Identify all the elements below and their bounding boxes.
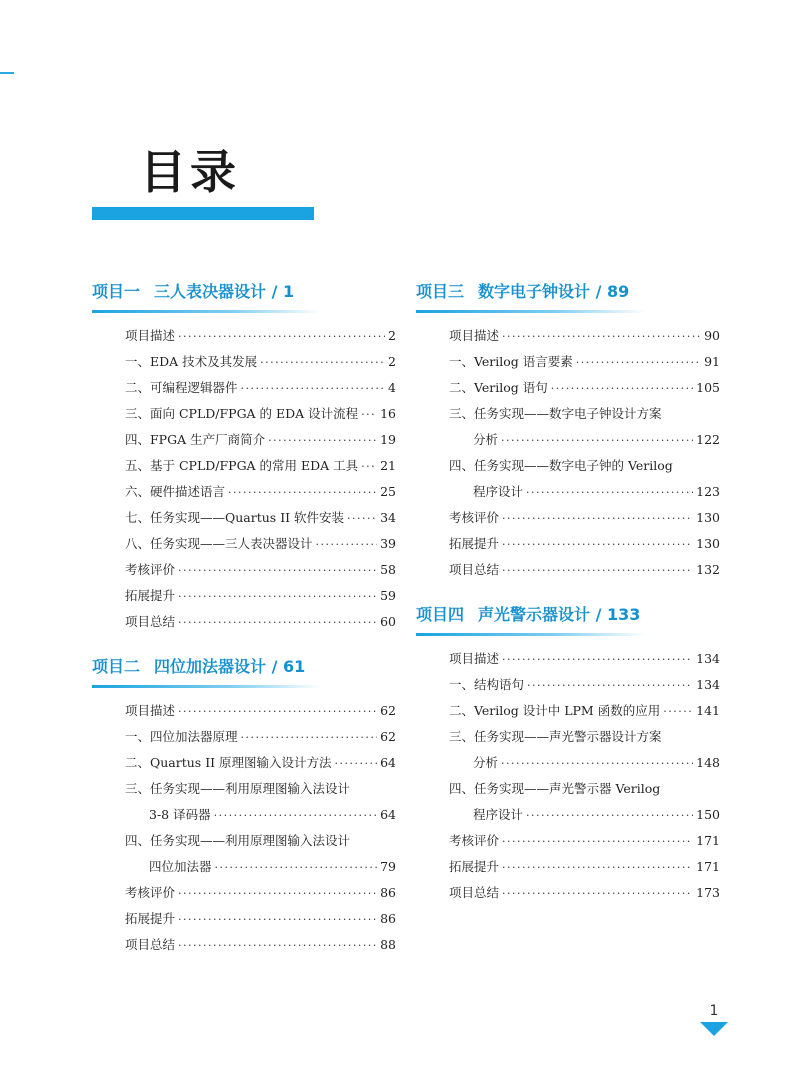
page-title: 目录: [140, 145, 240, 199]
toc-entry: [416, 776, 720, 802]
toc-page-number: 58: [380, 562, 396, 577]
dot-leader: [268, 428, 377, 454]
toc-entry-text: 四、任务实现——利用原理图输入法设计: [125, 833, 351, 848]
toc-entry-text: 项目总结: [125, 937, 176, 952]
toc-page-number: 79: [380, 859, 396, 874]
toc-entry: [92, 828, 396, 854]
dot-leader: [178, 699, 377, 725]
dot-leader: [501, 751, 693, 777]
toc-entry-text: 四、任务实现——数字电子钟的 Verilog: [449, 458, 673, 473]
dot-leader: [178, 610, 377, 636]
toc-entry[interactable]: [416, 557, 720, 583]
toc-list: [416, 646, 720, 906]
toc-page-number: 122: [696, 432, 720, 447]
dot-leader: [178, 584, 377, 610]
project-title: 四位加法器设计 / 61: [154, 657, 306, 676]
toc-entry[interactable]: [416, 505, 720, 531]
dot-leader: [215, 855, 378, 881]
project-heading[interactable]: [92, 280, 396, 310]
toc-entry[interactable]: [416, 531, 720, 557]
toc-entry[interactable]: [416, 672, 720, 698]
toc-entry[interactable]: [416, 375, 720, 401]
toc-page-number: 141: [696, 703, 720, 718]
toc-entry-text: 考核评价: [449, 510, 500, 525]
toc-page-number: 2: [388, 354, 396, 369]
toc-entry-text: 三、任务实现——声光警示器设计方案: [449, 729, 662, 744]
toc-entry-text: 三、任务实现——数字电子钟设计方案: [449, 406, 662, 421]
project-number: 项目四: [416, 605, 465, 624]
toc-page-number: 34: [380, 510, 396, 525]
toc-entry[interactable]: [92, 724, 396, 750]
project-heading[interactable]: [416, 603, 720, 633]
toc-page-number: 88: [380, 937, 396, 952]
toc-page-number: 90: [704, 328, 720, 343]
toc-column-left: [92, 280, 396, 978]
toc-entry-text: 七、任务实现——Quartus II 软件安装: [125, 510, 345, 525]
toc-page-number: 130: [696, 536, 720, 551]
toc-page-number: 2: [388, 328, 396, 343]
toc-page-number: 148: [696, 755, 720, 770]
toc-page-number: 64: [380, 807, 396, 822]
toc-entry[interactable]: [92, 698, 396, 724]
dot-leader: [178, 933, 377, 959]
toc-page-number: 134: [696, 677, 720, 692]
toc-entry-text: 分析: [473, 432, 499, 447]
project-section: [416, 280, 720, 583]
corner-mark: [0, 72, 14, 74]
toc-entry-text: 拓展提升: [125, 911, 176, 926]
toc-page-number: 132: [696, 562, 720, 577]
toc-entry[interactable]: [92, 802, 396, 828]
toc-entry-text: 考核评价: [449, 833, 500, 848]
toc-page-number: 59: [380, 588, 396, 603]
toc-entry[interactable]: [416, 750, 720, 776]
toc-page-number: 86: [380, 911, 396, 926]
toc-page-number: 171: [696, 859, 720, 874]
dot-leader: [178, 324, 385, 350]
toc-column-right: [416, 280, 720, 926]
toc-entry[interactable]: [92, 401, 396, 427]
dot-leader: [551, 376, 693, 402]
toc-page-number: 4: [388, 380, 396, 395]
toc-entry-text: 项目描述: [125, 703, 176, 718]
page-arrow-icon: [700, 1022, 728, 1036]
project-number: 项目三: [416, 282, 465, 301]
toc-page-number: 62: [380, 703, 396, 718]
toc-entry-text: 八、任务实现——三人表决器设计: [125, 536, 313, 551]
dot-leader: [502, 881, 693, 907]
project-heading[interactable]: [92, 655, 396, 685]
dot-leader: [527, 673, 693, 699]
dot-leader: [335, 751, 378, 777]
project-section: [416, 603, 720, 906]
toc-entry-text: 二、Verilog 语句: [449, 380, 548, 395]
project-number: 项目二: [92, 657, 141, 676]
toc-entry-text: 一、四位加法器原理: [125, 729, 238, 744]
project-heading-underline: [92, 310, 322, 313]
toc-entry-text: 3-8 译码器: [149, 807, 211, 822]
toc-entry-text: 程序设计: [473, 807, 524, 822]
toc-page-number: 64: [380, 755, 396, 770]
toc-entry[interactable]: [416, 828, 720, 854]
toc-entry: [416, 453, 720, 479]
dot-leader: [241, 376, 386, 402]
project-title: 三人表决器设计 / 1: [154, 282, 295, 301]
toc-page-number: 86: [380, 885, 396, 900]
toc-page-number: 130: [696, 510, 720, 525]
toc-entry: [416, 724, 720, 750]
page-number: 1: [709, 1003, 719, 1019]
toc-entry[interactable]: [416, 427, 720, 453]
toc-entry-text: 拓展提升: [125, 588, 176, 603]
toc-entry-text: 分析: [473, 755, 499, 770]
toc-entry[interactable]: [92, 323, 396, 349]
toc-entry[interactable]: [416, 880, 720, 906]
toc-entry-text: 一、Verilog 语言要素: [449, 354, 573, 369]
toc-entry[interactable]: [92, 531, 396, 557]
dot-leader: [316, 532, 378, 558]
toc-entry[interactable]: [416, 323, 720, 349]
dot-leader: [361, 402, 377, 428]
toc-entry-text: 一、结构语句: [449, 677, 525, 692]
toc-entry-text: 项目总结: [449, 885, 500, 900]
title-accent-bar: [92, 207, 314, 220]
dot-leader: [502, 558, 693, 584]
toc-entry-text: 项目描述: [125, 328, 176, 343]
project-heading[interactable]: [416, 280, 720, 310]
project-section: [92, 280, 396, 635]
toc-page-number: 123: [696, 484, 720, 499]
toc-page-number: 173: [696, 885, 720, 900]
toc-entry[interactable]: [416, 698, 720, 724]
toc-entry[interactable]: [92, 880, 396, 906]
toc-entry-text: 五、基于 CPLD/FPGA 的常用 EDA 工具: [125, 458, 359, 473]
toc-entry[interactable]: [92, 854, 396, 880]
toc-page-number: 16: [380, 406, 396, 421]
toc-entry-text: 项目描述: [449, 651, 500, 666]
toc-entry-text: 三、面向 CPLD/FPGA 的 EDA 设计流程: [125, 406, 359, 421]
toc-entry-text: 四位加法器: [149, 859, 212, 874]
toc-entry[interactable]: [92, 932, 396, 958]
toc-entry: [92, 776, 396, 802]
dot-leader: [501, 428, 693, 454]
toc-entry-text: 拓展提升: [449, 536, 500, 551]
dot-leader: [576, 350, 701, 376]
dot-leader: [502, 532, 693, 558]
toc-entry-text: 拓展提升: [449, 859, 500, 874]
toc-entry[interactable]: [92, 427, 396, 453]
toc-entry[interactable]: [92, 349, 396, 375]
toc-entry[interactable]: [416, 349, 720, 375]
dot-leader: [526, 803, 693, 829]
toc-list: [92, 323, 396, 635]
toc-entry-text: 考核评价: [125, 885, 176, 900]
dot-leader: [663, 699, 693, 725]
toc-list: [416, 323, 720, 583]
dot-leader: [502, 506, 693, 532]
toc-entry-text: 六、硬件描述语言: [125, 484, 226, 499]
toc-page-number: 62: [380, 729, 396, 744]
toc-page-number: 25: [380, 484, 396, 499]
toc-entry-text: 程序设计: [473, 484, 524, 499]
dot-leader: [502, 324, 701, 350]
project-heading-underline: [416, 633, 646, 636]
toc-entry[interactable]: [92, 609, 396, 635]
toc-entry[interactable]: [92, 479, 396, 505]
toc-page-number: 134: [696, 651, 720, 666]
toc-entry[interactable]: [416, 854, 720, 880]
toc-entry[interactable]: [92, 750, 396, 776]
toc-entry-text: 一、EDA 技术及其发展: [125, 354, 258, 369]
toc-entry-text: 二、Verilog 设计中 LPM 函数的应用: [449, 703, 661, 718]
project-section: [92, 655, 396, 958]
dot-leader: [260, 350, 385, 376]
toc-entry-text: 二、可编程逻辑器件: [125, 380, 238, 395]
toc-entry[interactable]: [416, 646, 720, 672]
toc-entry[interactable]: [92, 453, 396, 479]
toc-entry-text: 四、FPGA 生产厂商简介: [125, 432, 266, 447]
toc-entry[interactable]: [92, 557, 396, 583]
toc-entry-text: 二、Quartus II 原理图输入设计方法: [125, 755, 332, 770]
toc-entry: [416, 401, 720, 427]
dot-leader: [228, 480, 377, 506]
dot-leader: [178, 558, 377, 584]
dot-leader: [347, 506, 377, 532]
toc-entry[interactable]: [92, 906, 396, 932]
toc-page-number: 60: [380, 614, 396, 629]
dot-leader: [178, 907, 377, 933]
toc-page-number: 105: [696, 380, 720, 395]
dot-leader: [526, 480, 693, 506]
dot-leader: [502, 829, 693, 855]
toc-entry[interactable]: [92, 583, 396, 609]
dot-leader: [361, 454, 377, 480]
toc-page-number: 21: [380, 458, 396, 473]
toc-page-number: 19: [380, 432, 396, 447]
project-heading-underline: [92, 685, 322, 688]
toc-entry-text: 项目描述: [449, 328, 500, 343]
toc-page-number: 91: [704, 354, 720, 369]
toc-entry[interactable]: [92, 375, 396, 401]
toc-entry[interactable]: [416, 802, 720, 828]
toc-entry-text: 四、任务实现——声光警示器 Verilog: [449, 781, 661, 796]
dot-leader: [502, 855, 693, 881]
toc-entry-text: 三、任务实现——利用原理图输入法设计: [125, 781, 351, 796]
toc-entry[interactable]: [92, 505, 396, 531]
toc-entry-text: 项目总结: [125, 614, 176, 629]
dot-leader: [241, 725, 378, 751]
toc-entry[interactable]: [416, 479, 720, 505]
toc-list: [92, 698, 396, 958]
dot-leader: [502, 647, 693, 673]
toc-page-number: 39: [380, 536, 396, 551]
toc-page-number: 171: [696, 833, 720, 848]
dot-leader: [178, 881, 377, 907]
toc-page-number: 150: [696, 807, 720, 822]
dot-leader: [214, 803, 377, 829]
project-heading-underline: [416, 310, 646, 313]
project-title: 数字电子钟设计 / 89: [478, 282, 630, 301]
toc-entry-text: 项目总结: [449, 562, 500, 577]
toc-entry-text: 考核评价: [125, 562, 176, 577]
project-title: 声光警示器设计 / 133: [478, 605, 641, 624]
project-number: 项目一: [92, 282, 141, 301]
